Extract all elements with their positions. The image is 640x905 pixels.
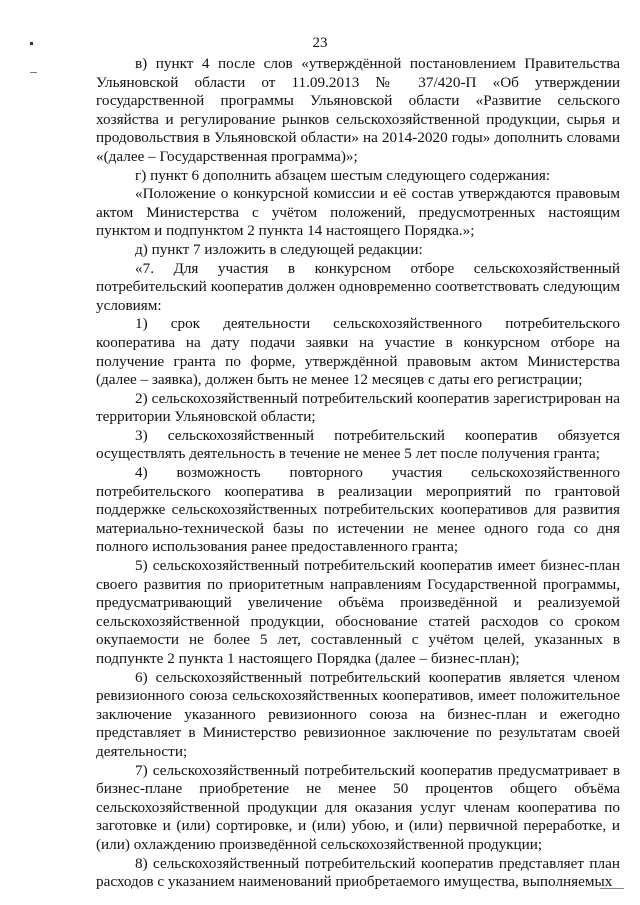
condition-4: 4) возможность повторного участия сельскохозяйственного потребительского кооператива в реализации мероприятий по грантовой поддержке сельскохозяйственных потребительских кооперативов для развития материально-технической базы по истечении не менее одного года со дня полного использования ранее предоставленного гранта; [96,464,620,556]
paragraph-item-v: в) пункт 4 после слов «утверждённой постановлением Правительства Ульяновской области от 11.09.2013 № 37/420-П «Об утверждении государственной программы Ульяновской области «Развитие сельского хозяйства и регулирование рынков сельскохозяйственной продукции, сырья и продовольствия в Ульяновской области» на 2014-2020 годы» дополнить словами «(далее – Государственная программа)»; [96,55,620,165]
paragraph-quoted-provision: «Положение о конкурсной комиссии и её состав утверждаются правовым актом Министерства с учётом положений, предусмотренных настоящим пунктом и подпунктом 2 пункта 14 настоящего Порядка.»; [96,185,620,240]
paragraph-clause-7: «7. Для участия в конкурсном отборе сельскохозяйственный потребительский кооператив должен одновременно соответствовать следующим условиям: [96,259,620,314]
condition-6: 6) сельскохозяйственный потребительский кооператив является членом ревизионного союза сельскохозяйственных кооперативов, имеет положительное заключение указанного ревизионного союза на бизнес-план и ежегодно представляет в Министерство ревизионное заключение по результатам своей деятельности; [96,668,620,760]
scan-artifact-dash [30,72,37,73]
condition-3: 3) сельскохозяйственный потребительский кооператив обязуется осуществлять деятельность в течение не менее 5 лет после получения гранта; [96,426,620,463]
condition-7: 7) сельскохозяйственный потребительский кооператив предусматривает в бизнес-плане приобретение не менее 50 процентов общего объёма сельскохозяйственной продукции для оказания услуг членам кооператива по заготовке и (или) сортировке, и (или) убою, и (или) первичной переработке, и (или) охлаждению произведённой сельскохозяйственной продукции; [96,761,620,853]
document-body [96,55,620,892]
condition-1: 1) срок деятельности сельскохозяйственного потребительского кооператива на дату подачи заявки на участие в конкурсном отборе на получение гранта по форме, утверждённой правовым актом Министерства (далее – заявка), должен быть не менее 12 месяцев с даты его регистрации; [96,315,620,389]
condition-2: 2) сельскохозяйственный потребительский кооператив зарегистрирован на территории Ульяновской области; [96,389,620,426]
condition-5: 5) сельскохозяйственный потребительский кооператив имеет бизнес-план своего развития по приоритетным направлениям Государственной программы, предусматривающий увеличение объёма произведённой и реализуемой сельскохозяйственной продукции, обоснование статей расходов со сроком окупаемости не более 5 лет, составленный с учётом целей, указанных в подпункте 2 пункта 1 настоящего Порядка (далее – бизнес-план); [96,557,620,667]
paragraph-item-g: г) пункт 6 дополнить абзацем шестым следующего содержания: [135,166,551,184]
paragraph-item-d: д) пункт 7 изложить в следующей редакции: [135,240,423,258]
page-number: 23 [312,35,328,51]
condition-8: 8) сельскохозяйственный потребительский кооператив представляет план расходов с указанием наименований приобретаемого имущества, выполняемых [96,854,620,891]
